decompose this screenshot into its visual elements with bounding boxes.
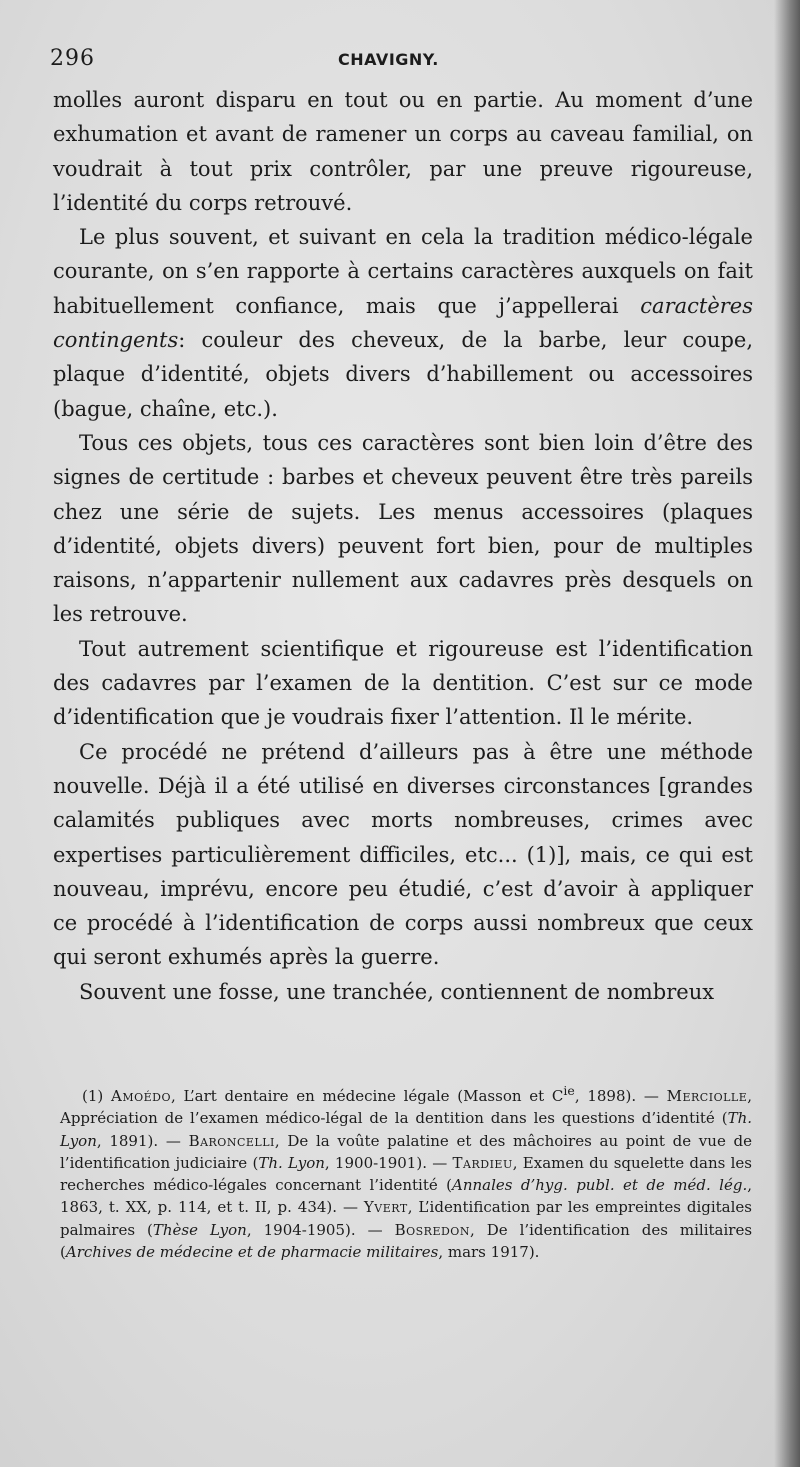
citation-source: Th. Lyon bbox=[258, 1153, 325, 1172]
paragraph-2-italic: caractères contingents bbox=[53, 293, 753, 353]
citation-source: Archives de médecine et de pharmacie militaires bbox=[65, 1243, 439, 1262]
citation-text: , 1900-1901). — bbox=[324, 1153, 453, 1172]
citation-text: , L’art dentaire en médecine légale (Masson et C bbox=[171, 1087, 564, 1105]
body-text bbox=[53, 83, 753, 1009]
citation-text: , 1863, t. XX, p. 114, et t. II, p. 434). — bbox=[60, 1176, 752, 1217]
citation-superscript: ie bbox=[563, 1083, 575, 1098]
citation-author: Amoédo bbox=[111, 1087, 171, 1105]
citation-text: , 1904-1905). — bbox=[246, 1220, 395, 1239]
citation-source: Thèse Lyon bbox=[152, 1220, 247, 1239]
citation-author: Baroncelli bbox=[188, 1131, 275, 1150]
citation-text: , mars 1917). bbox=[438, 1243, 540, 1262]
page-edge-shadow bbox=[774, 0, 800, 1467]
citation-author: Yvert bbox=[363, 1198, 408, 1217]
paragraph-2-text-a: Le plus souvent, et suivant en cela la tradition médico-légale courante, on s’en rapporte à certains caractères auxquels on fait habituellement confiance, mais que j’appellerai bbox=[53, 225, 753, 318]
footnotes bbox=[60, 1080, 752, 1263]
page-header bbox=[50, 46, 470, 76]
citation-text: , De l’identification des militaires ( bbox=[60, 1220, 753, 1262]
citation-text: , L’identification par les empreintes digitales palmaires ( bbox=[60, 1198, 752, 1239]
paragraph-2 bbox=[53, 220, 753, 426]
paragraph-6: Souvent une fosse, une tranchée, contiennent de nombreux bbox=[79, 979, 715, 1004]
paragraph-3: Tous ces objets, tous ces caractères sont bien loin d’être des signes de certitude : barbes et cheveux peuvent être très pareils chez une série de sujets. Les menus accessoires (plaques d’identité, objets divers) peuvent fort bien, pour de multiples raisons, n’appartenir nullement aux cadavres près desquels on les retrouve. bbox=[53, 430, 753, 627]
citation-author: Merciolle bbox=[666, 1087, 748, 1105]
footnote-marker: (1) bbox=[82, 1087, 112, 1105]
citation-text: , 1898). — bbox=[574, 1087, 667, 1105]
citation-text: , 1891). — bbox=[96, 1131, 189, 1150]
paragraph-2-text-b: : couleur des cheveux, de la barbe, leur coupe, plaque d’identité, objets divers d’habillement ou accessoires (bague, chaîne, etc.). bbox=[53, 328, 753, 421]
paragraph-1: molles auront disparu en tout ou en partie. Au moment d’une exhumation et avant de ramener un corps au caveau familial, on voudrait à tout prix contrôler, par une preuve rigoureuse, l’identité du corps retrouvé. bbox=[53, 88, 753, 215]
citation-text: , Appréciation de l’examen médico-légal de la dentition dans les questions d’identité ( bbox=[60, 1087, 753, 1128]
citation-text: , Examen du squelette dans les recherches médico-légales concernant l’identité ( bbox=[60, 1153, 752, 1195]
running-head: CHAVIGNY. bbox=[338, 50, 439, 69]
footnote-1 bbox=[60, 1080, 752, 1263]
citation-text: , De la voûte palatine et des mâchoires au point de vue de l’identification judiciaire ( bbox=[60, 1131, 753, 1172]
citation-source: Th. Lyon bbox=[60, 1109, 752, 1150]
citation-author: Tardieu bbox=[452, 1153, 513, 1172]
paragraph-4: Tout autrement scientifique et rigoureuse est l’identification des cadavres par l’examen de la dentition. C’est sur ce mode d’identification que je voudrais fixer l’attention. Il le mérite. bbox=[53, 636, 753, 730]
page-number: 296 bbox=[50, 46, 95, 71]
paragraph-5: Ce procédé ne prétend d’ailleurs pas à être une méthode nouvelle. Déjà il a été utilisé en diverses circonstances [grandes calamités publiques avec morts nombreuses, crimes avec expertises particulièrement difficiles, etc... (1)], mais, ce qui est nouveau, imprévu, encore peu étudié, c’est d’avoir à appliquer ce procédé à l’identification de corps aussi nombreux que ceux qui seront exhumés après la guerre. bbox=[53, 739, 753, 970]
citation-source: Annales d’hyg. publ. et de méd. lég. bbox=[452, 1176, 748, 1195]
citation-author: Bosredon bbox=[394, 1220, 470, 1239]
